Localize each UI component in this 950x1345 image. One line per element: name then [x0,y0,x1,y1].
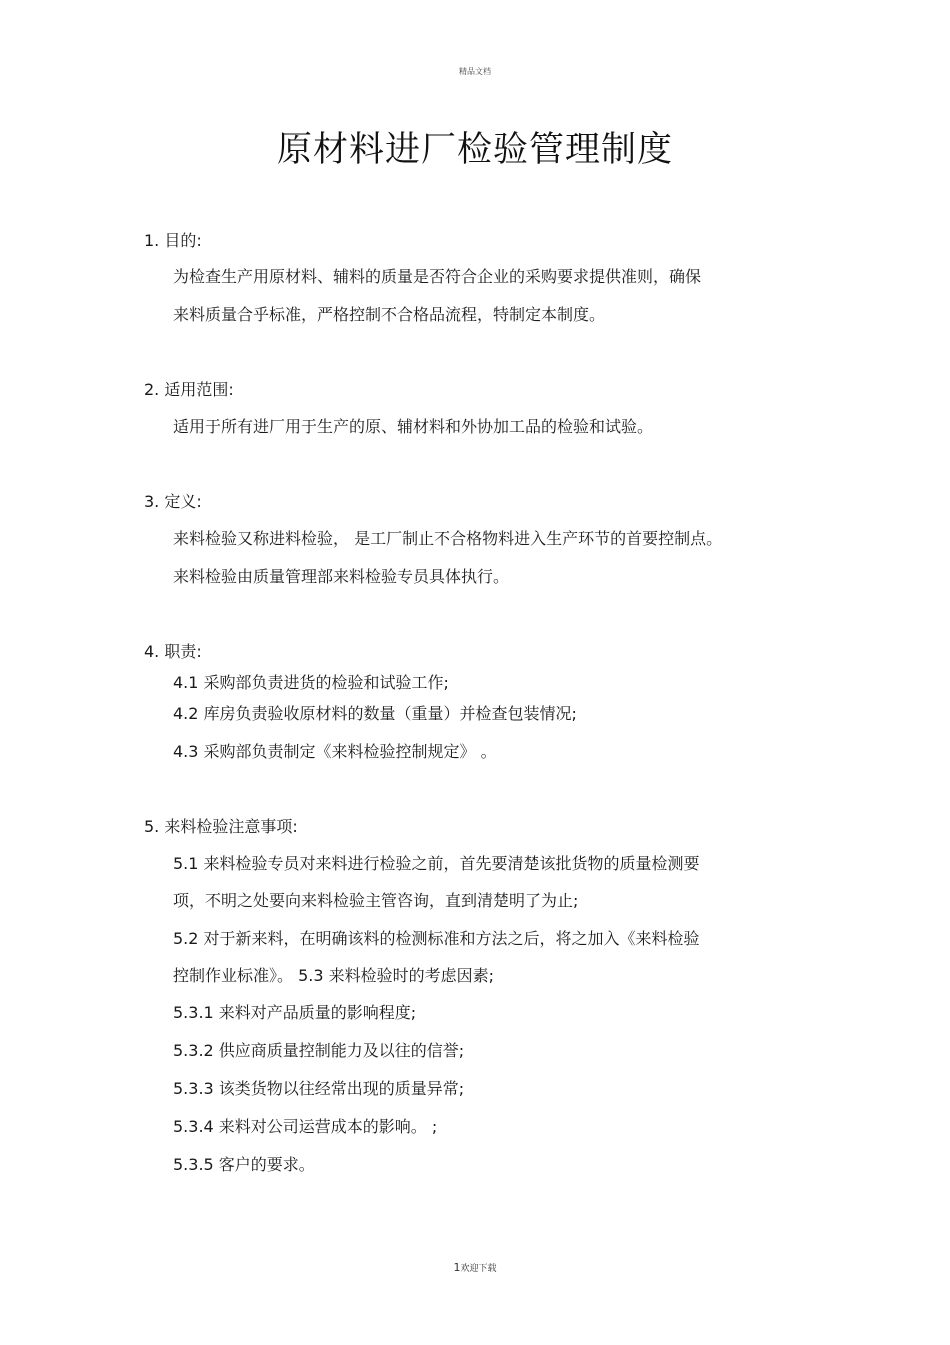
section-2-line-1: 适用于所有进厂用于生产的原、辅材料和外协加工品的检验和试验。 [173,417,654,436]
section-5-line-1: 5.1 来料检验专员对来料进行检验之前，首先要清楚该批货物的质量检测要 [173,854,700,873]
section-3-line-1: 来料检验又称进料检验， 是工厂制止不合格物料进入生产环节的首要控制点。 [173,529,723,548]
section-3-line-2: 来料检验由质量管理部来料检验专员具体执行。 [173,567,510,586]
section-4-heading: 4. 职责: [144,642,202,661]
section-5-line-7: 5.3.3 该类货物以往经常出现的质量异常; [173,1079,465,1098]
section-5-line-8: 5.3.4 来料对公司运营成本的影响。 ; [173,1117,438,1136]
section-1-line-2: 来料质量合乎标准，严格控制不合格品流程，特制定本制度。 [173,305,606,324]
section-1-heading: 1. 目的: [144,231,202,250]
section-5-line-9: 5.3.5 客户的要求。 [173,1155,315,1174]
section-5-line-5: 5.3.1 来料对产品质量的影响程度; [173,1003,417,1022]
page-footer [0,1261,950,1274]
section-5-line-4: 控制作业标准》。 5.3 来料检验时的考虑因素; [173,966,495,985]
section-4-item-2: 4.2 库房负责验收原材料的数量（重量）并检查包装情况; [173,704,577,723]
section-3-heading: 3. 定义: [144,492,202,511]
document-title: 原材料进厂检验管理制度 [276,130,673,170]
section-2-heading: 2. 适用范围: [144,380,234,399]
section-1-line-1: 为检查生产用原材料、辅料的质量是否符合企业的采购要求提供准则，确保 [173,267,702,286]
section-4-item-1: 4.1 采购部负责进货的检验和试验工作; [173,673,449,692]
header-note: 精品文档 [459,67,491,76]
section-4-item-3: 4.3 采购部负责制定《来料检验控制规定》 。 [173,742,497,761]
section-5-line-2: 项，不明之处要向来料检验主管咨询，直到清楚明了为止; [173,891,579,910]
section-5-heading: 5. 来料检验注意事项: [144,817,298,836]
footer-text: 欢迎下载 [460,1264,497,1274]
page-number: 1 [453,1261,461,1274]
section-5-line-6: 5.3.2 供应商质量控制能力及以往的信誉; [173,1041,465,1060]
section-5-line-3: 5.2 对于新来料，在明确该料的检测标准和方法之后，将之加入《来料检验 [173,929,700,948]
